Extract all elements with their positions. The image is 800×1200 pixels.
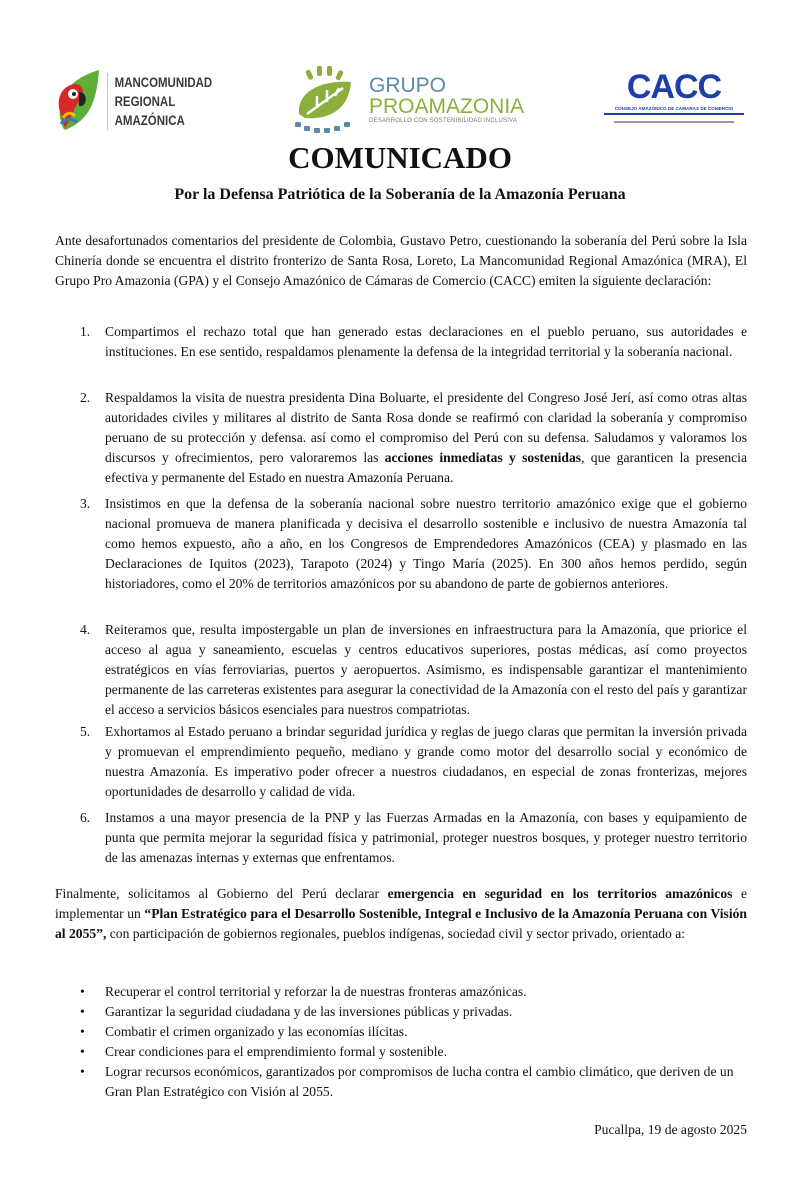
list-item xyxy=(80,388,747,488)
bullet-icon: • xyxy=(80,984,85,999)
page-subtitle: Por la Defensa Patriótica de la Soberanía de la Amazonía Peruana xyxy=(174,186,626,203)
list-item xyxy=(80,620,747,720)
gpa-tagline: DESARROLLO CON SOSTENIBILIDAD INCLUSIVA xyxy=(369,118,518,124)
item-text: , que garanticen la presencia efectiva y permanente del Estado en nuestra Amazonía Peruana. xyxy=(105,450,747,485)
list-item xyxy=(80,322,747,362)
cacc-logo xyxy=(604,70,744,123)
bullet-text: Garantizar la seguridad ciudadana y de las inversiones públicas y privadas. xyxy=(105,1004,513,1019)
item-number: 4. xyxy=(80,622,91,637)
item-text: Instamos a una mayor presencia de la PNP y las Fuerzas Armadas en la Amazonía, con bases y equipamiento de punta que permita mejorar la seguridad física y patrimonial, proteger nuestros bosques, y proteger nuestro territorio de las amenazas internas y externas que enfrentamos. xyxy=(105,810,747,865)
bullet-text: Crear condiciones para el emprendimiento formal y sostenible. xyxy=(105,1044,447,1059)
date-signature: Pucallpa, 19 de agosto 2025 xyxy=(594,1122,747,1137)
list-item xyxy=(80,494,747,594)
closing-paragraph xyxy=(55,884,747,944)
item-text: Exhortamos al Estado peruano a brindar seguridad jurídica y reglas de juego claras que permitan la inversión privada y promuevan el emprendimiento pequeño, mediano y grande como motor del desarrollo social y económico de nuestra Amazonía. Es imperativo poder ofrecer a nuestros ciudadanos, en especial de zonas fronterizas, mejores oportunidades de desarrollo y calidad de vida. xyxy=(105,724,747,799)
item-text: Reiteramos que, resulta impostergable un plan de inversiones en infraestructura para la Amazonía, que priorice el acceso al agua y saneamiento, escuelas y centros educativos superiores, postas médicas, así como proyectos estratégicos en vías ferroviarias, puertos y aeropuertos. Asimismo, es indispensable garantizar el mantenimiento permanente de las carreteras existentes para asegurar la conectividad de la Amazonía con el resto del país y garantizar el acceso a servicios básicos esenciales para nuestros compatriotas. xyxy=(105,622,747,717)
bullet-text: Combatir el crimen organizado y las economías ilícitas. xyxy=(105,1024,408,1039)
bullet-item xyxy=(80,1062,747,1102)
cacc-name: CACC xyxy=(626,68,722,106)
item-bold-text: acciones inmediatas y sostenidas xyxy=(384,450,582,465)
bullet-icon: • xyxy=(80,1044,85,1059)
item-text: Compartimos el rechazo total que han generado estas declaraciones en el pueblo peruano, sus autoridades e instituciones. En ese sentido, respaldamos plenamente la defensa de la integridad territorial y la soberanía nacional. xyxy=(105,324,747,359)
mra-line: REGIONAL xyxy=(114,93,176,109)
bullet-item xyxy=(80,1002,747,1022)
closing-bold-text: “Plan Estratégico para el Desarrollo Sostenible, Integral e Inclusivo de la Amazonía Peruana con Visión al 2055”, xyxy=(55,906,747,941)
leaf-sun-icon xyxy=(287,64,363,136)
list-item xyxy=(80,722,747,802)
mra-line: MANCOMUNIDAD xyxy=(114,74,213,90)
cacc-subtitle: CONSEJO AMAZÓNICO DE CÁMARAS DE COMERCIO xyxy=(604,106,744,115)
intro-paragraph: Ante desafortunados comentarios del presidente de Colombia, Gustavo Petro, cuestionando la soberanía del Perú sobre la Isla Chinería donde se encuentra el distrito fronterizo de Santa Rosa, Loreto, La Mancomunidad Regional Amazónica (MRA), El Grupo Pro Amazonia (GPA) y el Consejo Amazónico de Cámaras de Comercio (CACC) emiten la siguiente declaración: xyxy=(55,233,747,288)
bullet-text: Lograr recursos económicos, garantizados por compromisos de lucha contra el cambio climático, que deriven de un Gran Plan Estratégico con Visión al 2055. xyxy=(105,1064,734,1099)
closing-bold-text: emergencia en seguridad en los territorios amazónicos xyxy=(387,886,733,901)
list-item xyxy=(80,808,747,868)
item-number: 1. xyxy=(80,324,91,339)
closing-text: con participación de gobiernos regionales, pueblos indígenas, sociedad civil y sector privado, orientado a: xyxy=(106,926,686,941)
cacc-decor-line xyxy=(614,121,734,123)
bullet-item xyxy=(80,982,747,1002)
mra-line: AMAZÓNICA xyxy=(114,112,185,128)
bullet-icon: • xyxy=(80,1064,85,1079)
item-number: 5. xyxy=(80,724,91,739)
item-text: Insistimos en que la defensa de la soberanía nacional sobre nuestro territorio amazónico exige que el gobierno nacional promueva de manera planificada y decisiva el desarrollo sostenible e inclusivo de nuestra Amazonía tal como hemos expuesto, año a año, en los Congresos de Emprendedores Amazónicos (CEA) y plasmado en las Declaraciones de Iquitos (2023), Tarapoto (2024) y Tingo María (2025). En 300 años hemos perdido, según historiadores, como el 20% de territorios amazónicos por su abandono de parte de gobiernos anteriores. xyxy=(105,496,747,591)
gpa-line2a: PRO xyxy=(369,95,415,118)
bullet-text: Recuperar el control territorial y reforzar la de nuestras fronteras amazónicas. xyxy=(105,984,527,999)
mra-logo xyxy=(55,68,231,134)
macaw-leaf-icon xyxy=(55,68,101,134)
gpa-line1: GRUPO xyxy=(369,74,447,97)
item-number: 6. xyxy=(80,810,91,825)
bullet-item xyxy=(80,1042,747,1062)
bullet-icon: • xyxy=(80,1004,85,1019)
item-number: 3. xyxy=(80,496,91,511)
closing-text: e implementar un xyxy=(55,886,747,921)
gpa-logo xyxy=(287,64,524,136)
closing-text: Finalmente, solicitamos al Gobierno del Perú declarar xyxy=(55,886,388,901)
bullet-icon: • xyxy=(80,1024,85,1039)
item-number: 2. xyxy=(80,390,91,405)
bullet-item xyxy=(80,1022,747,1042)
page-title: COMUNICADO xyxy=(288,140,512,175)
gpa-line2b: AMAZONIA xyxy=(414,95,525,118)
logo-header xyxy=(0,64,800,144)
item-text: Respaldamos la visita de nuestra presidenta Dina Boluarte, el presidente del Congreso José Jerí, así como otras altas autoridades civiles y militares al distrito de Santa Rosa donde se reafirmó con claridad la soberanía y compromiso peruano de su protección y defensa. así como el compromiso del Perú con su defensa. Saludamos y valoramos los discursos y ofrecimientos, pero valoraremos las xyxy=(105,390,747,465)
